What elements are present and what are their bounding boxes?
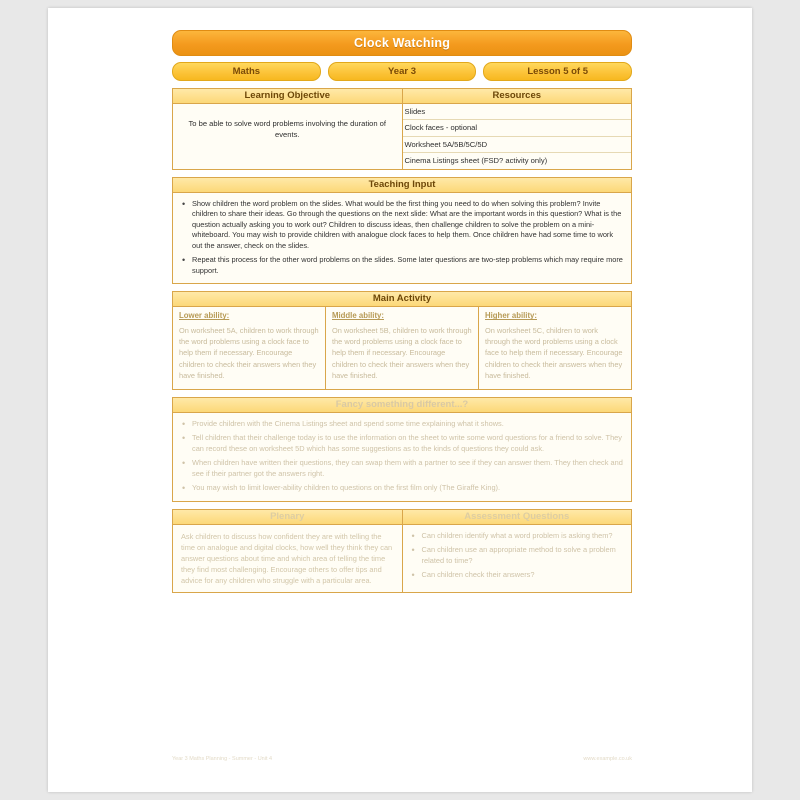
assessment-questions-list [403,525,632,588]
list-item: • Show children the word problem on the slides. What would be the first thing you need to do when solving this problem? Invite children to share their ideas. Go through the questions on the next slide: What are the important words in this question? What is the question actually asking you to work out? Children to discuss ideas, then challenge children to solve the problem on a mini-whiteboard. You may wish to provide children with analogue clock faces to help them. Once children have had some time to work out the answer, check on the slides. [181,199,623,252]
list-item: Worksheet 5A/5B/5C/5D [403,137,632,153]
list-item: Cinema Listings sheet (FSD? activity only) [404,156,548,166]
plenary-assessment-table [172,509,632,594]
subject-pill-row [172,62,632,81]
list-item: • Repeat this process for the other word problems on the slides. Some later questions are two-step problems which may require more support. [181,255,623,276]
list-item: • Provide children with the Cinema Listings sheet and spend some time explaining what it shows. [181,419,623,430]
page-title: Clock Watching [172,30,632,56]
resources-column [402,89,632,169]
list-item: • Tell children that their challenge today is to use the information on the sheet to write some word questions for a friend to solve. They can record these on worksheet 5D which has some suggestions as to the kinds of questions they could ask. [181,433,623,454]
main-activity-heading: Main Activity [173,292,631,307]
main-activity-section [172,291,632,390]
list-item: • Can children check their answers? [411,570,624,581]
document-page [48,8,752,792]
middle-ability-column [325,307,478,389]
resources-heading: Resources [403,89,632,104]
learning-objective-heading: Learning Objective [173,89,402,104]
lower-ability-column [173,307,325,389]
middle-ability-label: Middle ability: [332,311,384,321]
list-item: Slides [403,104,632,120]
teaching-input-list [173,193,631,284]
list-item: • Can children use an appropriate method to solve a problem related to time? [411,545,624,566]
footer-right-text: www.example.co.uk [583,756,632,762]
fancy-something-different-heading: Fancy something different...? [173,398,631,413]
resources-list [403,104,632,169]
higher-ability-text: On worksheet 5C, children to work through the word problems using a clock face to help them if necessary. Encourage children to check their answers when they have finished. [485,326,623,380]
subject-pill: Maths [172,62,321,81]
learning-objective-text: To be able to solve word problems involving the duration of events. [188,119,387,139]
objective-resources-table [172,88,632,170]
learning-objective-column [173,89,402,169]
lesson-pill: Lesson 5 of 5 [483,62,632,81]
list-item: Clock faces - optional [403,120,632,136]
higher-ability-label: Higher ability: [485,311,537,321]
list-item: • You may wish to limit lower-ability children to questions on the first film only (The Giraffe King). [181,483,623,494]
plenary-heading: Plenary [173,510,402,525]
assessment-questions-column [402,510,632,593]
list-item: • When children have written their questions, they can swap them with a partner to see if they can answer them. They then check and see if their partner got the answers right. [181,458,623,479]
teaching-input-section [172,177,632,285]
fancy-something-different-section [172,397,632,502]
lesson-plan-sheet [172,30,632,593]
lower-ability-text: On worksheet 5A, children to work through the word problems using a clock face to help them if necessary. Encourage children to check their answers when they have finished. [179,326,319,380]
assessment-questions-heading: Assessment Questions [403,510,632,525]
list-item: • Can children identify what a word problem is asking them? [411,531,624,542]
plenary-text: Ask children to discuss how confident they are with telling the time on analogue and digital clocks, how well they think they can answer questions about time and which area of telling the time they find most challenging. Encourage others to offer tips and advice for any children who struggle with a particular area. [181,531,393,586]
year-pill: Year 3 [328,62,477,81]
lower-ability-label: Lower ability: [179,311,230,321]
footer-left-text: Year 3 Maths Planning - Summer - Unit 4 [172,756,273,762]
page-footer [172,756,632,762]
fancy-something-different-list [173,413,631,501]
plenary-column [173,510,402,593]
teaching-input-heading: Teaching Input [173,178,631,193]
higher-ability-column [478,307,631,389]
middle-ability-text: On worksheet 5B, children to work through the word problems using a clock face to help them if necessary. Encourage children to check their answers when they have finished. [332,326,472,380]
